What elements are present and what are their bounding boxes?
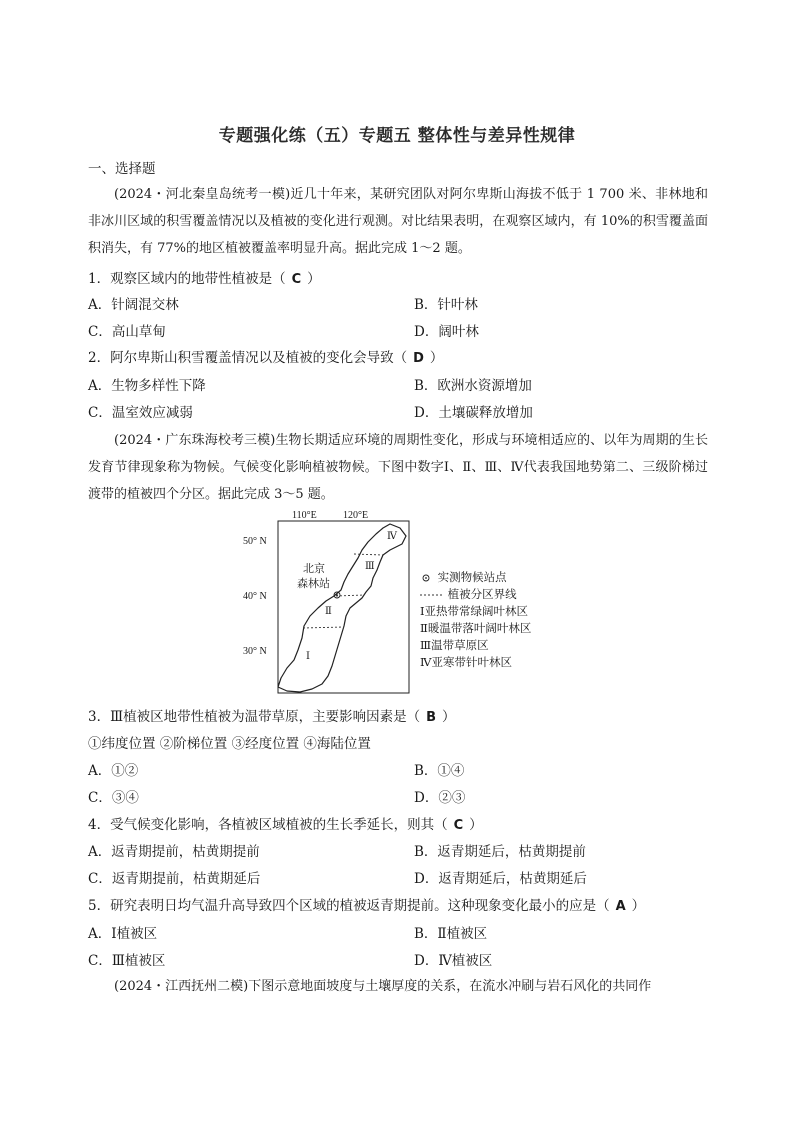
vegetation-zone-map	[240, 506, 420, 698]
legend-zone-4: Ⅳ亚寒带针叶林区	[420, 655, 512, 669]
q5-option-d: D．Ⅳ植被区	[414, 953, 493, 969]
intro-passage-2: (2024・广东珠海校考三模)生物长期适应环境的周期性变化，形成与环境相适应的、以年为周期的生长发育节律现象称为物候。气候变化影响植被物候。下图中数字Ⅰ、Ⅱ、Ⅲ、Ⅳ代表我国地势第二、三级阶梯过渡带的植被四个分区。据此完成 3～5 题。	[88, 433, 708, 502]
q1-option-a: A．针阔混交林	[88, 297, 179, 313]
q2-option-a: A．生物多样性下降	[88, 378, 206, 394]
q5-option-c: C．Ⅲ植被区	[88, 953, 166, 969]
legend-zone-1: Ⅰ亚热带常绿阔叶林区	[420, 604, 529, 618]
q4-option-c: C．返青期提前，枯黄期延后	[88, 871, 261, 887]
map-frame	[278, 521, 409, 693]
transition-belt-outline	[278, 524, 406, 692]
legend-zone-3: Ⅲ温带草原区	[420, 638, 489, 652]
intro-passage-1: (2024・河北秦皇岛统考一模)近几十年来，某研究团队对阿尔卑斯山海拔不低于 1 700 米、非林地和非冰川区域的积雪覆盖情况以及植被的变化进行观测。对比结果表明，在观察区域内，有 10%的积雪覆盖面积消失，有 77%的地区植被覆盖率明显升高。据此完成 1～2 题。	[88, 187, 708, 256]
legend-station: 实测物候站点	[420, 569, 531, 586]
map-legend	[420, 569, 531, 671]
zone-3-label: Ⅲ	[365, 561, 375, 572]
section-heading: 一、选择题	[88, 161, 156, 177]
longitude-110-label: 110°E	[292, 510, 317, 521]
zone-2-label: Ⅱ	[325, 606, 332, 617]
question-2: 2．阿尔卑斯山积雪覆盖情况以及植被的变化会导致（ D ）	[88, 350, 444, 366]
q4-option-b: B．返青期延后，枯黄期提前	[414, 844, 586, 860]
q3-option-b: B．①④	[414, 763, 465, 779]
q4-option-a: A．返青期提前，枯黄期提前	[88, 844, 260, 860]
q1-option-d: D．阔叶林	[414, 324, 479, 340]
latitude-40-label: 40° N	[243, 591, 267, 602]
q5-option-b: B．Ⅱ植被区	[414, 926, 488, 942]
latitude-50-label: 50° N	[243, 536, 267, 547]
q3-factors: ①纬度位置 ②阶梯位置 ③经度位置 ④海陆位置	[88, 736, 371, 752]
q3-option-d: D．②③	[414, 790, 466, 806]
question-1: 1．观察区域内的地带性植被是（ C ）	[88, 271, 321, 287]
legend-boundary: 植被分区界线	[420, 586, 531, 603]
q3-option-a: A．①②	[88, 763, 139, 779]
answer: B	[426, 710, 437, 725]
q2-option-c: C．温室效应减弱	[88, 405, 193, 421]
page-title: 专题强化练（五）专题五 整体性与差异性规律	[218, 126, 576, 146]
zone-4-label: Ⅳ	[387, 531, 397, 542]
q3-option-c: C．③④	[88, 790, 139, 806]
q2-option-b: B．欧洲水资源增加	[414, 378, 532, 394]
station-name-line-2: 森林站	[297, 577, 330, 590]
question-4: 4．受气候变化影响，各植被区域植被的生长季延长，则其（ C ）	[88, 817, 483, 833]
answer: D	[413, 351, 424, 366]
q2-option-d: D．土壤碳释放增加	[414, 405, 533, 421]
question-3: 3．Ⅲ植被区地带性植被为温带草原，主要影响因素是（ B ）	[88, 709, 456, 725]
answer: C	[291, 272, 302, 287]
q1-option-c: C．高山草甸	[88, 324, 166, 340]
answer: A	[615, 899, 626, 914]
zone-boundary-1-2	[303, 627, 344, 628]
longitude-120-label: 120°E	[343, 510, 369, 521]
latitude-30-label: 30° N	[243, 646, 267, 657]
answer: C	[453, 818, 464, 833]
intro-passage-3: (2024・江西抚州二模)下图示意地面坡度与土壤厚度的关系，在流水冲刷与岩石风化的共同作	[114, 979, 652, 994]
q5-option-a: A．Ⅰ植被区	[88, 926, 158, 942]
zone-1-label: Ⅰ	[306, 651, 310, 662]
dashed-line-icon	[420, 590, 444, 600]
station-name-line-1: 北京	[303, 562, 325, 575]
legend-zone-2: Ⅱ暖温带落叶阔叶林区	[420, 621, 532, 635]
station-symbol-icon	[420, 573, 434, 583]
question-5: 5．研究表明日均气温升高导致四个区域的植被返青期提前。这种现象变化最小的应是（ A ）	[88, 898, 646, 914]
q1-option-b: B．针叶林	[414, 297, 478, 313]
q4-option-d: D．返青期延后，枯黄期延后	[414, 871, 587, 887]
zone-boundary-3-4	[354, 554, 383, 555]
